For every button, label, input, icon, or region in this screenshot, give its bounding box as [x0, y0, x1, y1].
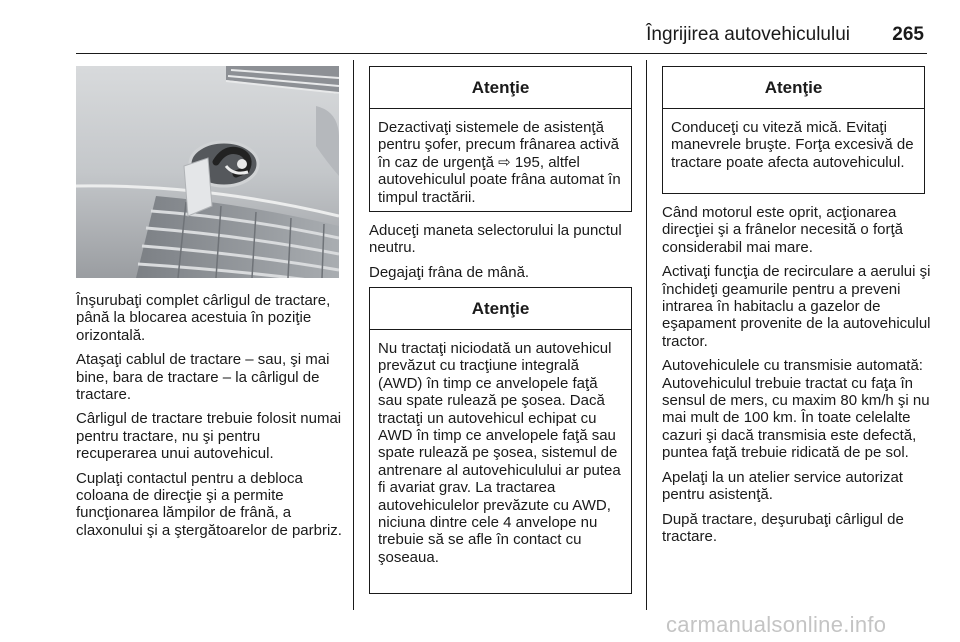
page-reference-number[interactable]: 195 [514, 153, 540, 171]
paragraph: Când motorul este oprit, acţionarea direcţiei şi a frânelor necesită o forţă considerabil mai mare. [662, 204, 903, 256]
header-rule [76, 53, 927, 54]
warning-text: Conduceţi cu viteză mică. Evitaţi manevrele bruşte. Forţa excesivă de tractare poate afecta autovehiculul. [671, 119, 914, 171]
watermark: carmanualsonline.info [666, 612, 887, 637]
column-1 [76, 292, 344, 546]
page-reference-arrow-icon[interactable]: ⇨ [498, 153, 511, 171]
warning-box-awd [369, 287, 632, 594]
running-header-title: Îngrijirea autovehiculului [646, 24, 850, 45]
paragraph: După tractare, deşurubaţi cârligul de tractare. [662, 510, 904, 545]
tow-hook-photo [76, 66, 339, 278]
page-number: 265 [892, 24, 924, 45]
paragraph: Cârligul de tractare trebuie folosit numai pentru tractare, nu şi pentru recuperarea unui autovehicul. [76, 410, 342, 463]
warning-box-low-speed [662, 66, 925, 194]
paragraph: Apelaţi la un atelier service autorizat pentru asistenţă. [662, 468, 903, 504]
warning-text [378, 119, 623, 206]
warning-text-part: Dezactivaţi sistemele de asistenţă pentru şofer, precum frânarea activă în caz de urgenţă [378, 119, 619, 171]
warning-body [663, 109, 924, 179]
paragraph: Autovehiculele cu transmisie automată: Autovehiculul trebuie tractat cu faţa în sensul de mers, cu maxim 80 km/h şi nu mai mult de 100 km. În toate celelalte cazuri şi dacă transmisia este defectă, puntea faţă trebuie ridicată de pe sol. [662, 357, 930, 462]
column-3-text [662, 204, 936, 552]
paragraph: Degajaţi frâna de mână. [369, 263, 530, 281]
warning-heading: Atenţie [370, 67, 631, 109]
paragraph: Cuplaţi contactul pentru a debloca coloana de direcţie şi a permite funcţionarea lămpilor de frână, a claxonului şi a ştergătoarelor de parbriz. [76, 469, 342, 539]
column-2-text [369, 222, 639, 288]
warning-text: Nu tractaţi niciodată un autovehicul prevăzut cu tracţiune integrală (AWD) în timp ce anvelopele faţă sau spate rulează pe şosea. Dacă tractaţi un autovehicul echipat cu AWD în timp ce anvelopele faţă sau spate rulează pe şosea, sistemul de antrenare al autovehiculului ar putea fi avariat grav. La tractarea autovehiculelor prevăzute cu AWD, niciuna dintre cele 4 anvelope nu trebuie să se afle în contact cu şoseaua. [378, 340, 621, 566]
warning-body [370, 330, 631, 574]
warning-heading: Atenţie [663, 67, 924, 109]
paragraph: Ataşaţi cablul de tractare – sau, şi mai bine, bara de tractare – la cârligul de tractare. [76, 351, 330, 404]
warning-text-part: , altfel autovehiculul poate frâna automat în timpul tractării. [378, 153, 621, 206]
warning-box-driver-assist [369, 66, 632, 212]
column-divider-1 [353, 60, 354, 610]
paragraph: Aduceţi maneta selectorului la punctul neutru. [369, 222, 622, 257]
paragraph: Activaţi funcţia de recirculare a aerului şi închideţi geamurile pentru a preveni intrarea în habitaclu a gazelor de eşapament provenite de la autovehiculul tractor. [662, 263, 931, 350]
column-divider-2 [646, 60, 647, 610]
warning-heading: Atenţie [370, 288, 631, 330]
paragraph: Înşurubaţi complet cârligul de tractare, până la blocarea acestuia în poziţie orizontală. [76, 292, 331, 344]
warning-body [370, 109, 631, 214]
tow-hook-photo-icon [76, 66, 339, 278]
